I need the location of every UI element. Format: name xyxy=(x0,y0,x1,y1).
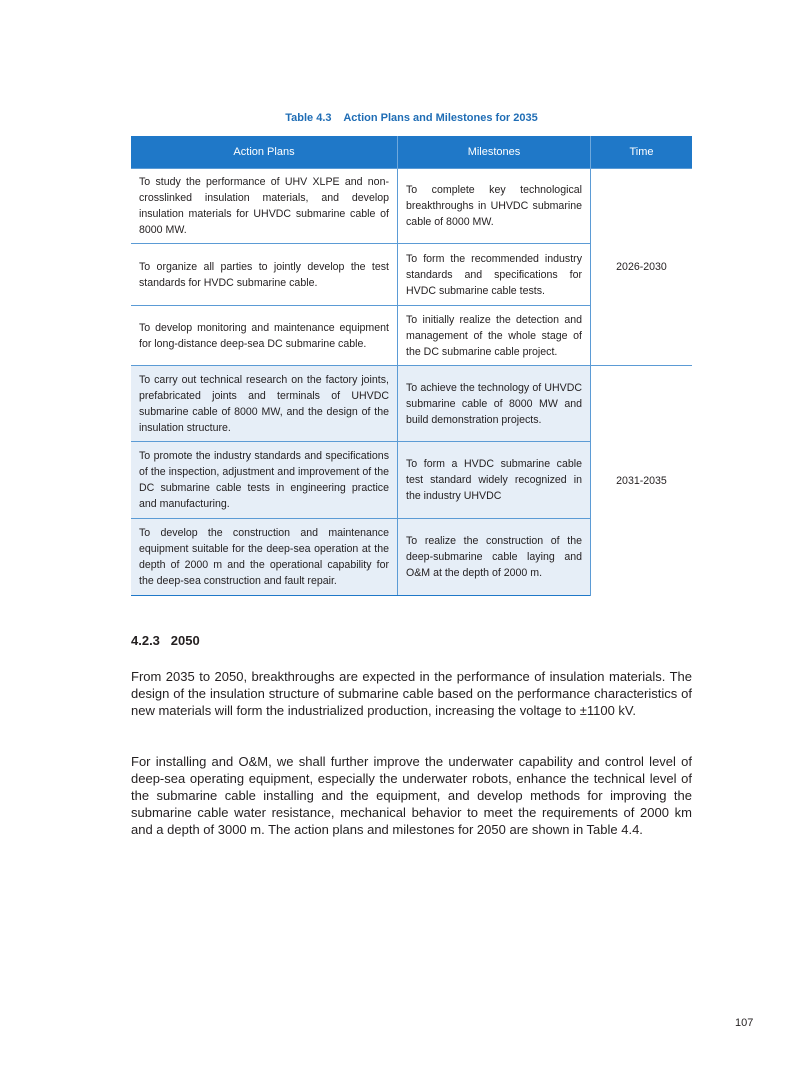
action-plans-table xyxy=(131,136,692,596)
page-number: 107 xyxy=(735,1017,754,1029)
header-milestones: Milestones xyxy=(398,136,591,169)
milestone-cell: To form a HVDC submarine cable test standard widely recognized in the industry UHVDC xyxy=(398,442,591,519)
milestone-cell: To initially realize the detection and management of the whole stage of the DC submarine cable project. xyxy=(398,306,591,366)
header-time: Time xyxy=(591,136,693,169)
milestone-cell: To achieve the technology of UHVDC submarine cable of 8000 MW and build demonstration projects. xyxy=(398,366,591,442)
paragraph: For installing and O&M, we shall further improve the underwater capability and control level of deep-sea operating equipment, especially the underwater robots, enhance the technical level of the submarine cable installing and the equipment, and develop methods for improving the submarine cable water resistance, mechanical behavior to meet the requirements of 2000 km and a depth of 3000 m. The action plans and milestones for 2050 are shown in Table 4.4. xyxy=(131,754,692,837)
plan-cell: To study the performance of UHV XLPE and non-crosslinked insulation materials, and develop insulation materials for UHVDC submarine cable of 8000 MW. xyxy=(131,169,398,244)
plan-cell: To organize all parties to jointly develop the test standards for HVDC submarine cable. xyxy=(131,244,398,306)
time-cell: 2031-2035 xyxy=(591,366,693,596)
milestone-cell: To form the recommended industry standards and specifications for HVDC submarine cable tests. xyxy=(398,244,591,306)
plan-cell: To promote the industry standards and specifications of the inspection, adjustment and improvement of the DC submarine cable tests in engineering practice and manufacturing. xyxy=(131,442,398,519)
table-row xyxy=(131,366,692,442)
table-caption: Table 4.3 Action Plans and Milestones for 2035 xyxy=(285,112,538,124)
milestone-cell: To complete key technological breakthroughs in UHVDC submarine cable of 8000 MW. xyxy=(398,169,591,244)
plan-cell: To develop monitoring and maintenance equipment for long-distance deep-sea DC submarine cable. xyxy=(131,306,398,366)
plan-cell: To carry out technical research on the factory joints, prefabricated joints and terminals of UHVDC submarine cable of 8000 MW, and the design of the insulation structure. xyxy=(131,366,398,442)
table-row xyxy=(131,169,692,244)
milestone-cell: To realize the construction of the deep-submarine cable laying and O&M at the depth of 2000 m. xyxy=(398,519,591,596)
paragraph: From 2035 to 2050, breakthroughs are expected in the performance of insulation materials. The design of the insulation structure of submarine cable based on the performance characteristics of new materials will form the industrialized production, increasing the voltage to ±1100 kV. xyxy=(131,669,692,718)
plan-cell: To develop the construction and maintenance equipment suitable for the deep-sea operation at the depth of 2000 m and the operational capability for the deep-sea construction and fault repair. xyxy=(131,519,398,596)
header-action-plans: Action Plans xyxy=(131,136,398,169)
section-heading: 4.2.3 2050 xyxy=(131,633,200,648)
time-cell: 2026-2030 xyxy=(591,169,693,366)
